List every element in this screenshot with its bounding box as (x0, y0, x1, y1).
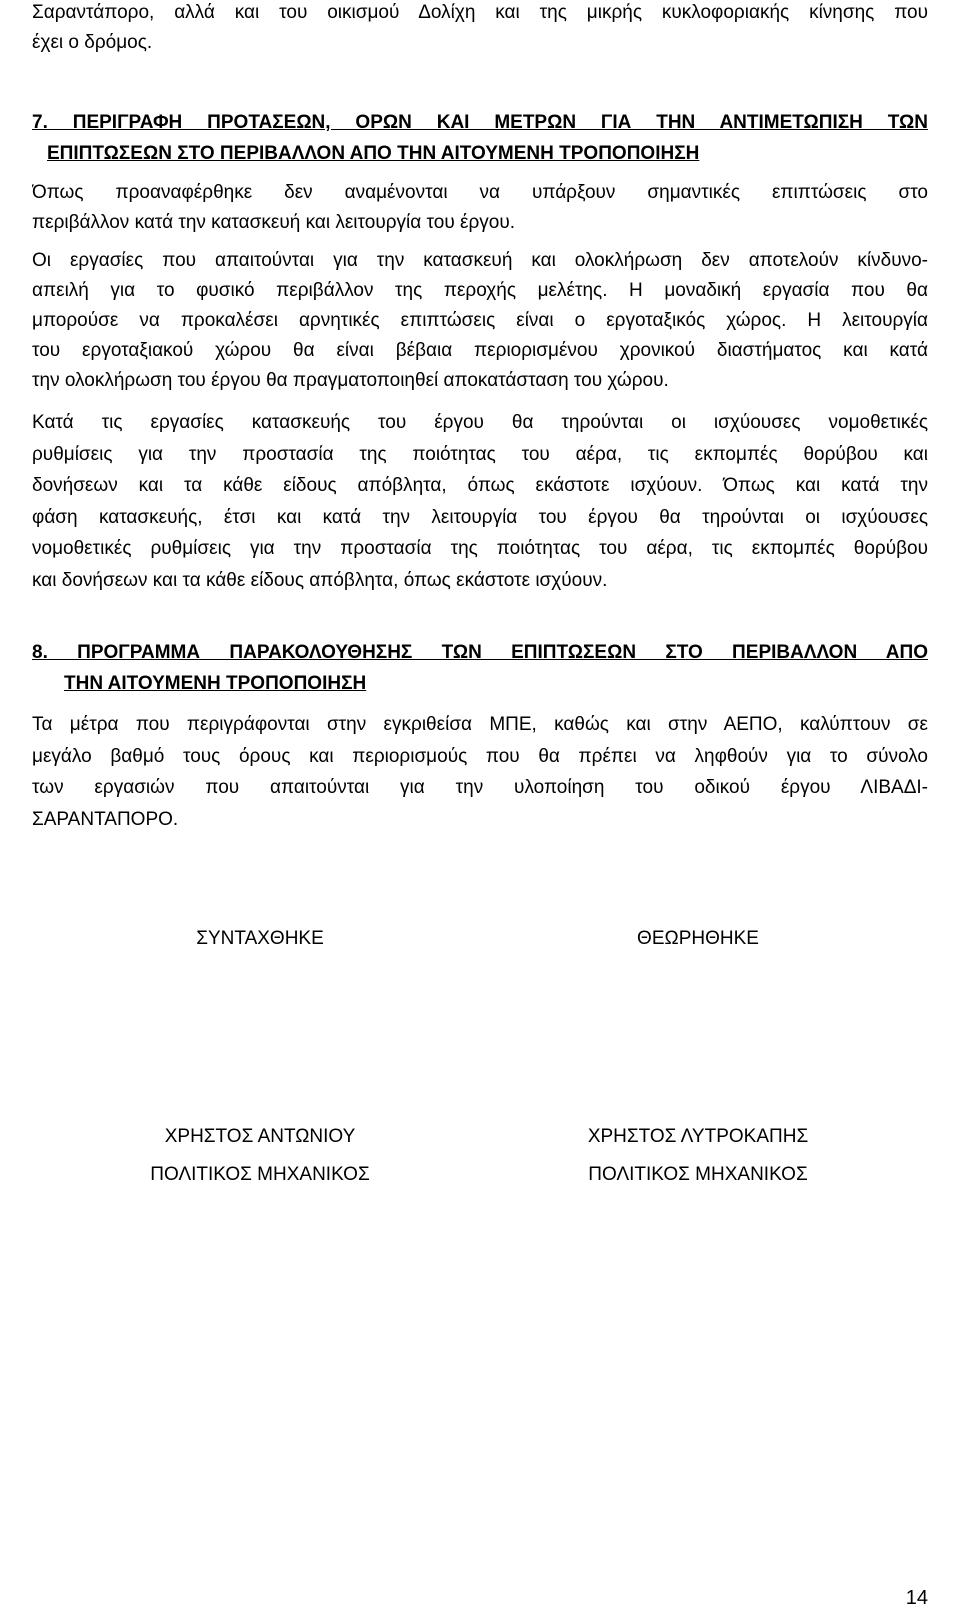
text-line: έχει ο δρόμος. (32, 32, 153, 53)
text-line: την ολοκλήρωση του έργου θα πραγματοποιηθεί αποκατάσταση του χώρου. (32, 370, 669, 391)
text-line: Τα μέτρα που περιγράφονται στην εγκριθείσα ΜΠΕ, καθώς και στην ΑΕΠΟ, καλύπτουν σε (32, 714, 928, 735)
text-line: δονήσεων και τα κάθε είδους απόβλητα, όπως εκάστοτε ισχύουν. Όπως και κατά την (32, 475, 928, 496)
heading-line: 8. ΠΡΟΓΡΑΜΜΑ ΠΑΡΑΚΟΛΟΥΘΗΣΗΣ ΤΩΝ ΕΠΙΠΤΩΣΕΩΝ ΣΤΟ ΠΕΡΙΒΑΛΛΟΝ ΑΠΟ (32, 642, 928, 663)
text-line: Όπως προαναφέρθηκε δεν αναμένονται να υπάρξουν σημαντικές επιπτώσεις στο (32, 182, 928, 203)
text-line: μπορούσε να προκαλέσει αρνητικές επιπτώσεις είναι ο εργοταξικός χώρος. Η λειτουργία (32, 310, 928, 331)
left-signature-caption: ΣΥΝΤΑΧΘΗΚΕ (196, 928, 324, 949)
right-signatory-title: ΠΟΛΙΤΙΚΟΣ ΜΗΧΑΝΙΚΟΣ (588, 1164, 808, 1185)
page-number: 14 (905, 1587, 928, 1609)
text-line: Οι εργασίες που απαιτούνται για την κατασκευή και ολοκλήρωση δεν αποτελούν κίνδυνο- (32, 250, 928, 271)
section-7-paragraph-2 (32, 246, 928, 396)
heading-line: ΕΠΙΠΤΩΣΕΩΝ ΣΤΟ ΠΕΡΙΒΑΛΛΟΝ ΑΠΟ ΤΗΝ ΑΙΤΟΥΜΕΝΗ ΤΡΟΠΟΠΟΙΗΣΗ (47, 143, 700, 164)
text-line: Σαραντάπορο, αλλά και του οικισμού Δολίχη και της μικρής κυκλοφοριακής κίνησης που (32, 2, 928, 23)
text-line: του εργοταξιακού χώρου θα είναι βέβαια περιορισμένου χρονικού διαστήματος και κατά (32, 340, 928, 361)
section-8-paragraph-1 (32, 709, 928, 835)
left-signatory-name: ΧΡΗΣΤΟΣ ΑΝΤΩΝΙΟΥ (164, 1126, 356, 1147)
text-line: Κατά τις εργασίες κατασκευής του έργου θα τηρούνται οι ισχύουσες νομοθετικές (32, 412, 928, 433)
section-7-paragraph-1 (32, 178, 928, 238)
text-line: ρυθμίσεις για την προστασία της ποιότητας του αέρα, τις εκπομπές θορύβου και (32, 443, 928, 465)
intro-paragraph (32, 0, 928, 58)
right-signatory-name: ΧΡΗΣΤΟΣ ΛΥΤΡΟΚΑΠΗΣ (587, 1126, 809, 1147)
section-7-heading (32, 107, 928, 169)
section-8-heading (32, 637, 928, 699)
left-signatory-title: ΠΟΛΙΤΙΚΟΣ ΜΗΧΑΝΙΚΟΣ (150, 1164, 370, 1185)
text-line: ΣΑΡΑΝΤΑΠΟΡΟ. (32, 808, 179, 830)
text-line: νομοθετικές ρυθμίσεις για την προστασία της ποιότητας του αέρα, τις εκπομπές θορύβου (32, 538, 928, 559)
text-line: φάση κατασκευής, έτσι και κατά την λειτουργία του έργου θα τηρούνται οι ισχύουσες (32, 506, 928, 528)
heading-line: 7. ΠΕΡΙΓΡΑΦΗ ΠΡΟΤΑΣΕΩΝ, ΟΡΩΝ ΚΑΙ ΜΕΤΡΩΝ ΓΙΑ ΤΗΝ ΑΝΤΙΜΕΤΩΠΙΣΗ ΤΩΝ (32, 112, 928, 133)
text-line: μεγάλο βαθμό τους όρους και περιορισμούς που θα πρέπει να ληφθούν για το σύνολο (32, 745, 928, 767)
section-7-paragraph-3 (32, 407, 928, 596)
heading-line: ΤΗΝ ΑΙΤΟΥΜΕΝΗ ΤΡΟΠΟΠΟΙΗΣΗ (64, 673, 367, 694)
text-line: περιβάλλον κατά την κατασκευή και λειτουργία του έργου. (32, 212, 516, 233)
text-line: και δονήσεων και τα κάθε είδους απόβλητα, όπως εκάστοτε ισχύουν. (32, 569, 608, 591)
right-signature-caption: ΘΕΩΡΗΘΗΚΕ (637, 928, 759, 949)
text-line: απειλή για το φυσικό περιβάλλον της περοχής μελέτης. Η μοναδική εργασία που θα (32, 280, 928, 301)
text-line: των εργασιών που απαιτούνται για την υλοποίηση του οδικού έργου ΛΙΒΑΔΙ- (32, 777, 928, 798)
